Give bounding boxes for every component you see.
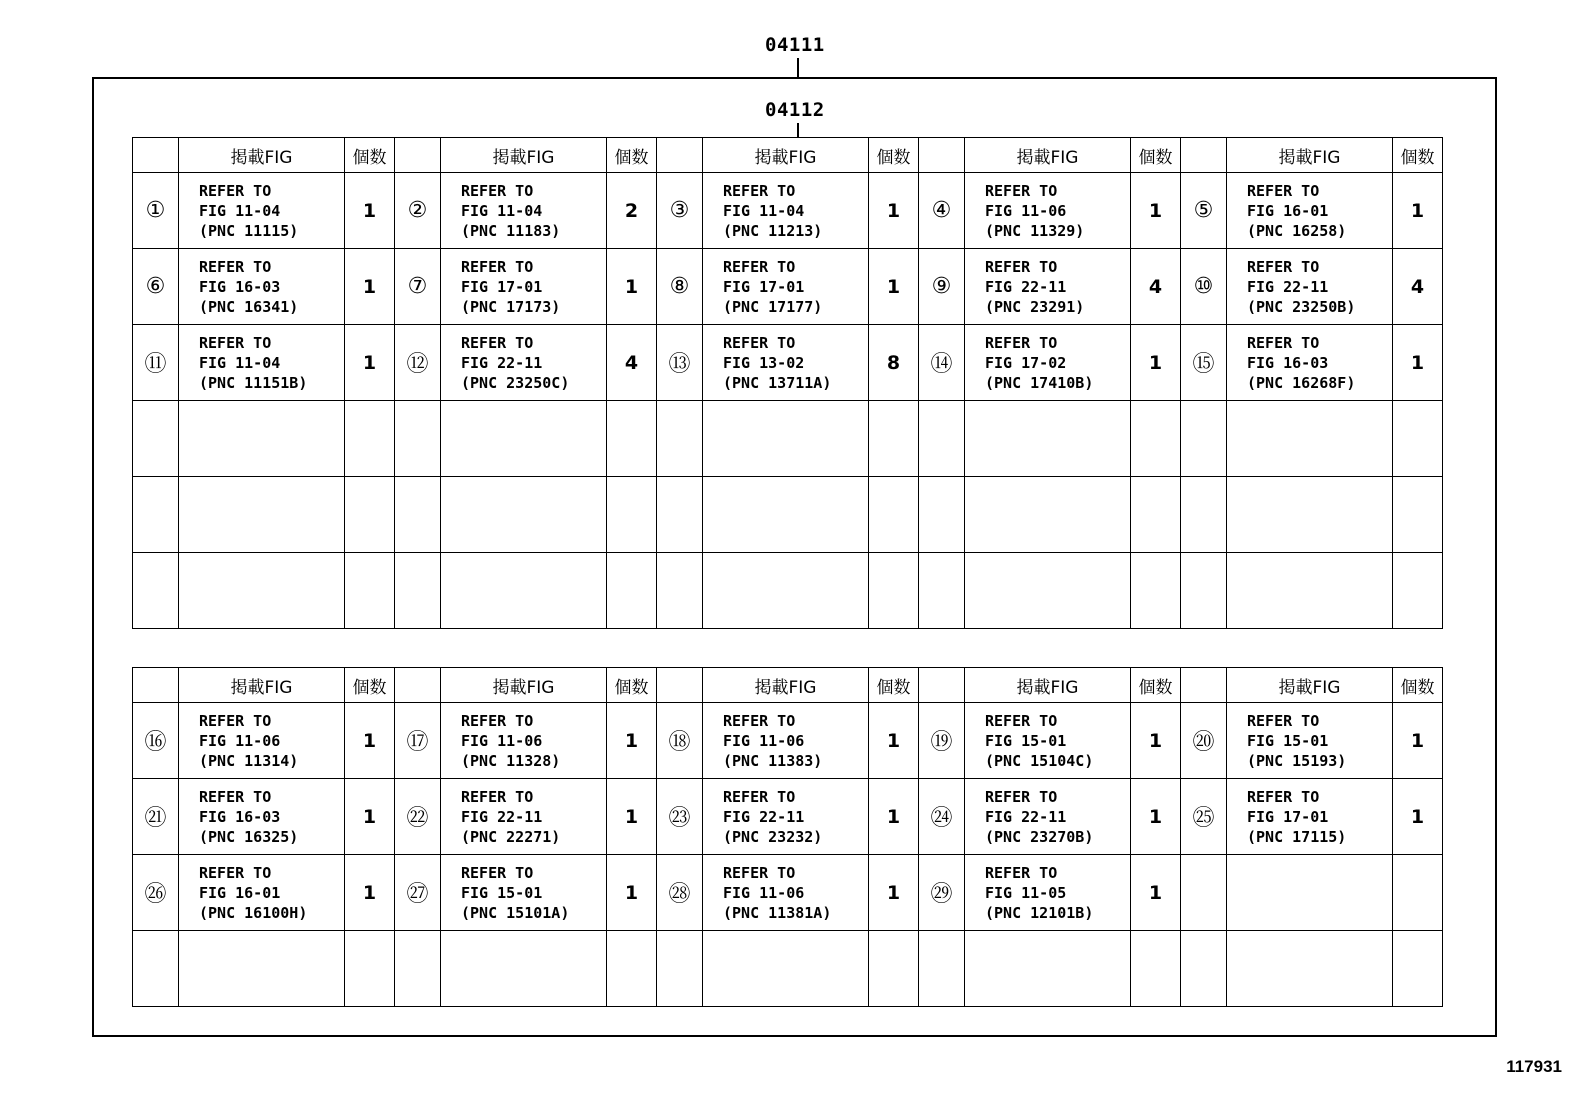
reference-line-l1: REFER TO bbox=[1247, 333, 1320, 352]
item-number bbox=[133, 931, 179, 1007]
reference-line-l3: (PNC 23291) bbox=[985, 297, 1085, 316]
reference-line-l1: REFER TO bbox=[723, 787, 796, 806]
fig-reference bbox=[441, 477, 607, 553]
quantity: 1 bbox=[1393, 173, 1443, 249]
fig-reference bbox=[1227, 703, 1393, 779]
reference-line-l2: FIG 17-01 bbox=[723, 277, 805, 296]
quantity: 1 bbox=[345, 249, 395, 325]
reference-line-l2: FIG 11-04 bbox=[461, 201, 543, 220]
quantity: 1 bbox=[345, 779, 395, 855]
item-number bbox=[1181, 553, 1227, 629]
quantity bbox=[345, 553, 395, 629]
reference-line-l3: (PNC 15104C) bbox=[985, 751, 1094, 770]
reference-line-l1: REFER TO bbox=[199, 181, 272, 200]
quantity: 1 bbox=[1131, 325, 1181, 401]
fig-reference bbox=[965, 931, 1131, 1007]
reference-line-l2: FIG 11-06 bbox=[461, 731, 543, 750]
item-number: ⑤ bbox=[1181, 173, 1227, 249]
fig-reference bbox=[703, 553, 869, 629]
table-row bbox=[133, 325, 1443, 401]
reference-table-upper bbox=[132, 137, 1443, 629]
assembly-label-04111: 04111 bbox=[765, 34, 825, 56]
reference-line-l1: REFER TO bbox=[461, 787, 534, 806]
item-number: ㉑ bbox=[133, 779, 179, 855]
item-number bbox=[919, 553, 965, 629]
reference-line-l1: REFER TO bbox=[199, 333, 272, 352]
reference-line-l1: REFER TO bbox=[1247, 257, 1320, 276]
reference-line-l3: (PNC 16325) bbox=[199, 827, 299, 846]
table-row bbox=[133, 553, 1443, 629]
reference-line-l1: REFER TO bbox=[461, 181, 534, 200]
reference-line-l2: FIG 16-03 bbox=[199, 277, 281, 296]
header-num-cell bbox=[657, 668, 703, 703]
reference-line-l2: FIG 11-04 bbox=[723, 201, 805, 220]
fig-reference bbox=[441, 401, 607, 477]
quantity: 1 bbox=[1131, 855, 1181, 931]
quantity: 2 bbox=[607, 173, 657, 249]
reference-line-l1: REFER TO bbox=[723, 181, 796, 200]
quantity: 1 bbox=[869, 703, 919, 779]
fig-reference bbox=[965, 173, 1131, 249]
reference-line-l3: (PNC 15101A) bbox=[461, 903, 570, 922]
quantity: 1 bbox=[607, 855, 657, 931]
header-qty: 個数 bbox=[1131, 668, 1181, 703]
header-ref-fig: 掲載FIG bbox=[441, 138, 607, 173]
item-number: ⑫ bbox=[395, 325, 441, 401]
item-number: ㉙ bbox=[919, 855, 965, 931]
fig-reference bbox=[179, 173, 345, 249]
reference-line-l3: (PNC 11381A) bbox=[723, 903, 832, 922]
reference-line-l1: REFER TO bbox=[723, 863, 796, 882]
quantity: 4 bbox=[1393, 249, 1443, 325]
item-number bbox=[133, 477, 179, 553]
header-qty: 個数 bbox=[1131, 138, 1181, 173]
header-num-cell bbox=[395, 668, 441, 703]
reference-line-l1: REFER TO bbox=[723, 257, 796, 276]
reference-line-l1: REFER TO bbox=[985, 333, 1058, 352]
quantity bbox=[345, 931, 395, 1007]
table-row bbox=[133, 931, 1443, 1007]
reference-line-l1: REFER TO bbox=[1247, 181, 1320, 200]
reference-line-l1: REFER TO bbox=[199, 863, 272, 882]
quantity: 1 bbox=[869, 779, 919, 855]
fig-reference bbox=[965, 249, 1131, 325]
quantity: 1 bbox=[345, 173, 395, 249]
fig-reference bbox=[965, 401, 1131, 477]
fig-reference bbox=[965, 553, 1131, 629]
reference-line-l3: (PNC 17115) bbox=[1247, 827, 1347, 846]
item-number bbox=[1181, 477, 1227, 553]
item-number: ② bbox=[395, 173, 441, 249]
item-number: ⑲ bbox=[919, 703, 965, 779]
item-number: ⑬ bbox=[657, 325, 703, 401]
item-number: ⑭ bbox=[919, 325, 965, 401]
reference-line-l3: (PNC 22271) bbox=[461, 827, 561, 846]
reference-line-l2: FIG 16-01 bbox=[1247, 201, 1329, 220]
header-num-cell bbox=[919, 138, 965, 173]
header-ref-fig: 掲載FIG bbox=[441, 668, 607, 703]
quantity bbox=[1131, 477, 1181, 553]
assembly-label-04112: 04112 bbox=[765, 99, 825, 121]
fig-reference bbox=[965, 325, 1131, 401]
fig-reference bbox=[1227, 553, 1393, 629]
item-number: ㉗ bbox=[395, 855, 441, 931]
item-number: ⑨ bbox=[919, 249, 965, 325]
fig-reference bbox=[179, 249, 345, 325]
reference-line-l3: (PNC 11183) bbox=[461, 221, 561, 240]
header-num-cell bbox=[133, 668, 179, 703]
fig-reference bbox=[179, 477, 345, 553]
fig-reference bbox=[1227, 325, 1393, 401]
reference-line-l1: REFER TO bbox=[199, 711, 272, 730]
quantity: 1 bbox=[1131, 173, 1181, 249]
reference-line-l2: FIG 17-01 bbox=[1247, 807, 1329, 826]
reference-line-l1: REFER TO bbox=[723, 333, 796, 352]
reference-line-l2: FIG 13-02 bbox=[723, 353, 805, 372]
item-number: ㉓ bbox=[657, 779, 703, 855]
reference-line-l2: FIG 22-11 bbox=[1247, 277, 1329, 296]
fig-reference bbox=[441, 779, 607, 855]
header-ref-fig: 掲載FIG bbox=[703, 668, 869, 703]
reference-line-l2: FIG 15-01 bbox=[461, 883, 543, 902]
fig-reference bbox=[703, 477, 869, 553]
item-number: ㉕ bbox=[1181, 779, 1227, 855]
reference-line-l3: (PNC 11213) bbox=[723, 221, 823, 240]
header-qty: 個数 bbox=[869, 668, 919, 703]
quantity: 1 bbox=[869, 249, 919, 325]
quantity: 8 bbox=[869, 325, 919, 401]
reference-line-l1: REFER TO bbox=[199, 787, 272, 806]
header-qty: 個数 bbox=[345, 668, 395, 703]
item-number: ⑮ bbox=[1181, 325, 1227, 401]
fig-reference bbox=[1227, 931, 1393, 1007]
item-number: ⑳ bbox=[1181, 703, 1227, 779]
quantity bbox=[607, 477, 657, 553]
quantity: 1 bbox=[1393, 325, 1443, 401]
quantity: 1 bbox=[1393, 703, 1443, 779]
reference-line-l3: (PNC 23270B) bbox=[985, 827, 1094, 846]
table-row bbox=[133, 779, 1443, 855]
item-number bbox=[919, 931, 965, 1007]
reference-line-l2: FIG 17-02 bbox=[985, 353, 1067, 372]
item-number: ⑰ bbox=[395, 703, 441, 779]
table-row bbox=[133, 401, 1443, 477]
reference-line-l2: FIG 11-05 bbox=[985, 883, 1067, 902]
reference-line-l2: FIG 22-11 bbox=[723, 807, 805, 826]
quantity: 1 bbox=[1393, 779, 1443, 855]
quantity: 1 bbox=[345, 703, 395, 779]
quantity bbox=[1393, 477, 1443, 553]
quantity bbox=[607, 553, 657, 629]
reference-line-l2: FIG 11-06 bbox=[199, 731, 281, 750]
reference-line-l3: (PNC 23250B) bbox=[1247, 297, 1356, 316]
reference-line-l2: FIG 15-01 bbox=[985, 731, 1067, 750]
fig-reference bbox=[703, 779, 869, 855]
item-number: ④ bbox=[919, 173, 965, 249]
quantity bbox=[345, 477, 395, 553]
fig-reference bbox=[703, 249, 869, 325]
header-row bbox=[133, 138, 1443, 173]
header-num-cell bbox=[919, 668, 965, 703]
header-num-cell bbox=[1181, 668, 1227, 703]
fig-reference bbox=[179, 779, 345, 855]
header-ref-fig: 掲載FIG bbox=[179, 138, 345, 173]
header-ref-fig: 掲載FIG bbox=[1227, 138, 1393, 173]
header-qty: 個数 bbox=[607, 138, 657, 173]
item-number bbox=[1181, 855, 1227, 931]
item-number: ① bbox=[133, 173, 179, 249]
fig-reference bbox=[965, 779, 1131, 855]
quantity: 1 bbox=[345, 855, 395, 931]
header-ref-fig: 掲載FIG bbox=[965, 668, 1131, 703]
item-number: ⑪ bbox=[133, 325, 179, 401]
fig-reference bbox=[1227, 401, 1393, 477]
quantity: 1 bbox=[869, 173, 919, 249]
reference-line-l2: FIG 11-06 bbox=[985, 201, 1067, 220]
header-ref-fig: 掲載FIG bbox=[1227, 668, 1393, 703]
table-row bbox=[133, 249, 1443, 325]
reference-line-l2: FIG 22-11 bbox=[461, 353, 543, 372]
leader-line-outer bbox=[797, 58, 799, 78]
item-number: ㉖ bbox=[133, 855, 179, 931]
fig-reference bbox=[1227, 779, 1393, 855]
fig-reference bbox=[179, 855, 345, 931]
fig-reference bbox=[1227, 173, 1393, 249]
item-number bbox=[1181, 401, 1227, 477]
item-number bbox=[657, 553, 703, 629]
quantity bbox=[1131, 553, 1181, 629]
quantity bbox=[869, 553, 919, 629]
reference-line-l1: REFER TO bbox=[985, 711, 1058, 730]
reference-table-lower bbox=[132, 667, 1443, 1007]
item-number bbox=[919, 477, 965, 553]
item-number: ㉒ bbox=[395, 779, 441, 855]
fig-reference bbox=[441, 553, 607, 629]
fig-reference bbox=[179, 931, 345, 1007]
item-number bbox=[133, 553, 179, 629]
reference-line-l3: (PNC 17173) bbox=[461, 297, 561, 316]
reference-line-l3: (PNC 11314) bbox=[199, 751, 299, 770]
fig-reference bbox=[965, 703, 1131, 779]
reference-line-l3: (PNC 11329) bbox=[985, 221, 1085, 240]
fig-reference bbox=[1227, 477, 1393, 553]
item-number bbox=[919, 401, 965, 477]
reference-line-l3: (PNC 23232) bbox=[723, 827, 823, 846]
figure-number: 117931 bbox=[1506, 1057, 1562, 1076]
header-ref-fig: 掲載FIG bbox=[179, 668, 345, 703]
fig-reference bbox=[703, 401, 869, 477]
fig-reference bbox=[441, 325, 607, 401]
fig-reference bbox=[179, 401, 345, 477]
fig-reference bbox=[703, 173, 869, 249]
quantity: 1 bbox=[1131, 779, 1181, 855]
fig-reference bbox=[441, 249, 607, 325]
quantity: 1 bbox=[607, 779, 657, 855]
reference-line-l1: REFER TO bbox=[199, 257, 272, 276]
reference-line-l1: REFER TO bbox=[461, 257, 534, 276]
header-num-cell bbox=[1181, 138, 1227, 173]
item-number bbox=[657, 401, 703, 477]
reference-line-l1: REFER TO bbox=[723, 711, 796, 730]
quantity: 1 bbox=[869, 855, 919, 931]
quantity bbox=[345, 401, 395, 477]
fig-reference bbox=[703, 703, 869, 779]
fig-reference bbox=[703, 931, 869, 1007]
item-number: ③ bbox=[657, 173, 703, 249]
quantity: 1 bbox=[1131, 703, 1181, 779]
item-number bbox=[657, 477, 703, 553]
item-number bbox=[395, 401, 441, 477]
reference-line-l2: FIG 15-01 bbox=[1247, 731, 1329, 750]
reference-line-l2: FIG 22-11 bbox=[985, 807, 1067, 826]
quantity: 1 bbox=[607, 703, 657, 779]
reference-line-l3: (PNC 15193) bbox=[1247, 751, 1347, 770]
header-num-cell bbox=[395, 138, 441, 173]
item-number: ㉔ bbox=[919, 779, 965, 855]
reference-line-l1: REFER TO bbox=[985, 863, 1058, 882]
reference-line-l2: FIG 17-01 bbox=[461, 277, 543, 296]
reference-line-l3: (PNC 17177) bbox=[723, 297, 823, 316]
header-ref-fig: 掲載FIG bbox=[965, 138, 1131, 173]
quantity bbox=[869, 401, 919, 477]
header-qty: 個数 bbox=[1393, 138, 1443, 173]
reference-line-l1: REFER TO bbox=[985, 257, 1058, 276]
fig-reference bbox=[179, 703, 345, 779]
reference-line-l3: (PNC 12101B) bbox=[985, 903, 1094, 922]
table-row bbox=[133, 477, 1443, 553]
item-number: ⑱ bbox=[657, 703, 703, 779]
quantity: 4 bbox=[607, 325, 657, 401]
reference-line-l2: FIG 16-03 bbox=[199, 807, 281, 826]
reference-line-l1: REFER TO bbox=[985, 787, 1058, 806]
fig-reference bbox=[441, 173, 607, 249]
fig-reference bbox=[965, 477, 1131, 553]
reference-line-l2: FIG 16-01 bbox=[199, 883, 281, 902]
header-ref-fig: 掲載FIG bbox=[703, 138, 869, 173]
table-row bbox=[133, 173, 1443, 249]
table-row bbox=[133, 703, 1443, 779]
reference-line-l3: (PNC 11115) bbox=[199, 221, 299, 240]
reference-line-l3: (PNC 16258) bbox=[1247, 221, 1347, 240]
reference-line-l2: FIG 11-04 bbox=[199, 353, 281, 372]
reference-line-l1: REFER TO bbox=[461, 711, 534, 730]
quantity bbox=[1393, 401, 1443, 477]
reference-line-l1: REFER TO bbox=[461, 333, 534, 352]
fig-reference bbox=[1227, 249, 1393, 325]
fig-reference bbox=[441, 703, 607, 779]
quantity bbox=[1393, 553, 1443, 629]
reference-line-l1: REFER TO bbox=[985, 181, 1058, 200]
reference-line-l1: REFER TO bbox=[1247, 787, 1320, 806]
quantity bbox=[869, 477, 919, 553]
quantity bbox=[607, 931, 657, 1007]
fig-reference bbox=[179, 325, 345, 401]
reference-line-l2: FIG 11-06 bbox=[723, 883, 805, 902]
reference-line-l2: FIG 16-03 bbox=[1247, 353, 1329, 372]
item-number bbox=[1181, 931, 1227, 1007]
reference-line-l2: FIG 22-11 bbox=[985, 277, 1067, 296]
quantity bbox=[1393, 855, 1443, 931]
reference-line-l3: (PNC 16268F) bbox=[1247, 373, 1356, 392]
reference-line-l1: REFER TO bbox=[1247, 711, 1320, 730]
reference-line-l2: FIG 11-06 bbox=[723, 731, 805, 750]
fig-reference bbox=[965, 855, 1131, 931]
quantity: 4 bbox=[1131, 249, 1181, 325]
header-qty: 個数 bbox=[345, 138, 395, 173]
header-qty: 個数 bbox=[1393, 668, 1443, 703]
fig-reference bbox=[441, 931, 607, 1007]
header-qty: 個数 bbox=[869, 138, 919, 173]
header-qty: 個数 bbox=[607, 668, 657, 703]
item-number: ⑥ bbox=[133, 249, 179, 325]
item-number bbox=[133, 401, 179, 477]
quantity bbox=[607, 401, 657, 477]
reference-line-l1: REFER TO bbox=[461, 863, 534, 882]
fig-reference bbox=[179, 553, 345, 629]
reference-line-l3: (PNC 11383) bbox=[723, 751, 823, 770]
reference-line-l2: FIG 22-11 bbox=[461, 807, 543, 826]
item-number bbox=[395, 931, 441, 1007]
table-row bbox=[133, 855, 1443, 931]
quantity bbox=[1131, 931, 1181, 1007]
header-num-cell bbox=[657, 138, 703, 173]
fig-reference bbox=[703, 855, 869, 931]
reference-line-l3: (PNC 16100H) bbox=[199, 903, 308, 922]
item-number bbox=[395, 553, 441, 629]
header-row bbox=[133, 668, 1443, 703]
quantity bbox=[1131, 401, 1181, 477]
item-number: ⑩ bbox=[1181, 249, 1227, 325]
leader-line-inner bbox=[797, 123, 799, 137]
reference-line-l3: (PNC 23250C) bbox=[461, 373, 570, 392]
reference-line-l3: (PNC 11151B) bbox=[199, 373, 308, 392]
quantity: 1 bbox=[607, 249, 657, 325]
reference-line-l2: FIG 11-04 bbox=[199, 201, 281, 220]
quantity bbox=[1393, 931, 1443, 1007]
reference-line-l3: (PNC 17410B) bbox=[985, 373, 1094, 392]
item-number: ㉘ bbox=[657, 855, 703, 931]
header-num-cell bbox=[133, 138, 179, 173]
fig-reference bbox=[703, 325, 869, 401]
quantity: 1 bbox=[345, 325, 395, 401]
reference-line-l3: (PNC 11328) bbox=[461, 751, 561, 770]
fig-reference bbox=[1227, 855, 1393, 931]
item-number bbox=[395, 477, 441, 553]
reference-line-l3: (PNC 16341) bbox=[199, 297, 299, 316]
item-number: ⑧ bbox=[657, 249, 703, 325]
quantity bbox=[869, 931, 919, 1007]
item-number: ⑦ bbox=[395, 249, 441, 325]
item-number: ⑯ bbox=[133, 703, 179, 779]
reference-line-l3: (PNC 13711A) bbox=[723, 373, 832, 392]
item-number bbox=[657, 931, 703, 1007]
fig-reference bbox=[441, 855, 607, 931]
